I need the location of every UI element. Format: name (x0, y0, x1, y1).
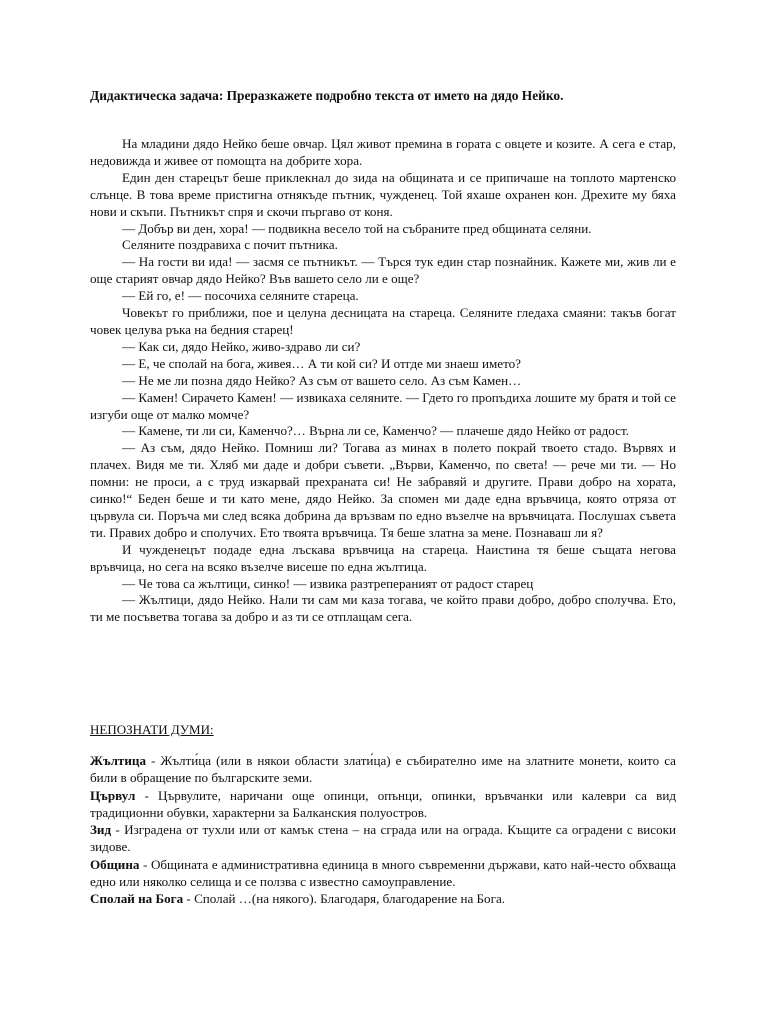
glossary-term: Община (90, 856, 140, 872)
story-paragraph: — Не ме ли позна дядо Нейко? Аз съм от вашето село. Аз съм Камен… (122, 372, 522, 388)
story-paragraph: — На гости ви ида! — засмя се пътникът. — Търся тук един стар познайник. Кажете ми, жив ли е още старият овчар дядо Нейко? Във вашето село ли е още? (90, 254, 676, 287)
story-paragraph: — Добър ви ден, хора! — подвикна весело той на събраните пред общината селяни. (122, 220, 592, 236)
glossary-entry (90, 787, 676, 822)
glossary-term: Зид (90, 822, 112, 838)
glossary-definition: - Общината е административна единица в много съвременни държави, като най-често обхваща едно или няколко селища и се ползва с известно самоуправление. (90, 856, 676, 890)
story-paragraph: И чужденецът подаде една лъскава връвчица на стареца. Наистина тя беше същата негова връвчица, но сега на всяко възелче висеше по една жълтица. (90, 541, 676, 574)
glossary-entry (90, 890, 676, 907)
glossary-definition: - Изградена от тухли или от камък стена – на сграда или на ограда. Къщите са оградени с високи зидове. (90, 822, 676, 855)
glossary-definition: - Цървулите, наричани още опинци, опънци, опинки, връвчанки или калеври са вид традиционни обувки, характерни за Балканския полуостров. (90, 787, 676, 820)
story-paragraph: — Как си, дядо Нейко, живо-здраво ли си? (122, 338, 361, 354)
story-paragraph: На младини дядо Нейко беше овчар. Цял живот премина в гората с овцете и козите. А сега е стар, недовижда и живее от помощта на добрите хора. (90, 136, 676, 168)
story-paragraph: Селяните поздравиха с почит пътника. (122, 237, 338, 253)
story-paragraph: Един ден старецът беше приклекнал до зида на общината и се припичаше на топлото мартенско слънце. В това време пристигна отнякъде пътник, чужденец. Той яхаше охранен кон. Дрехите му бяха нови и скъпи. Пътникът спря и скочи пъргаво от коня. (90, 169, 676, 219)
story-paragraph: — Камен! Сирачето Камен! — извикаха селяните. — Гдето го пропъдиха лошите му братя и той се изгуби още от малко момче? (90, 389, 676, 422)
glossary-entry (90, 856, 676, 891)
glossary-definition: - Сполай …(на някого). Благодаря, благодарение на Бога. (183, 891, 506, 907)
story-paragraph: — Жълтици, дядо Нейко. Нали ти сам ми каза тогава, че който прави добро, добро сполучва. Ето, ти ме посъветва тогава за добро и аз ти се отплащам сега. (90, 592, 676, 625)
story-paragraph: — Аз съм, дядо Нейко. Помниш ли? Тогава аз минах в полето покрай твоето стадо. Вървях и плачех. Видя ме ти. Хляб ми даде и добри съвети. „Върви, Каменчо, по света! — рече ми ти. — Но помни: не проси, а с труд изкарвай прехраната си! Не забравяй и другите. Прави добро на хората, синко!“ Беден беше и ти като мене, дядо Нейко. За спомен ми даде една връвчица, която отряза от цървула си. Поръча ми след всяка добрина да връзвам по едно възелче на връвчицата. Послушах съвета ти. Правих добро и сполучих. Ето твоята връвчица. Тя беше златна за мене. Познаваш ли я? (90, 440, 676, 540)
glossary-term: Жълтица (90, 753, 146, 768)
story-paragraph: — Ей го, е! — посочиха селяните стареца. (122, 288, 359, 304)
story-paragraph: — Камене, ти ли си, Каменчо?… Върна ли се, Каменчо? — плачеше дядо Нейко от радост. (122, 423, 629, 439)
story-paragraph: — Е, че сполай на бога, живея… А ти кой си? И отгде ми знаеш името? (122, 355, 521, 371)
glossary-definition: - Жълти́ца (или в някои области злати́ца) е събирателно име на златните монети, които са били в обращение по българските земи. (90, 753, 676, 786)
story-paragraph: Човекът го приближи, пое и целуна десницата на стареца. Селяните гледаха смаяни: такъв богат човек целува ръка на бедния старец! (90, 305, 676, 337)
glossary-entry (90, 821, 676, 856)
glossary-entry (90, 752, 676, 787)
glossary-list (90, 752, 676, 908)
glossary-term: Сполай на Бога (90, 891, 184, 907)
task-title: Дидактическа задача: Преразкажете подробно текста от името на дядо Нейко. (90, 88, 564, 103)
story-paragraph: — Че това са жълтици, синко! — извика разтрепераният от радост старец (122, 575, 534, 591)
glossary-term: Цървул (90, 787, 136, 803)
story-text (90, 136, 676, 626)
glossary-heading: НЕПОЗНАТИ ДУМИ: (90, 722, 214, 737)
